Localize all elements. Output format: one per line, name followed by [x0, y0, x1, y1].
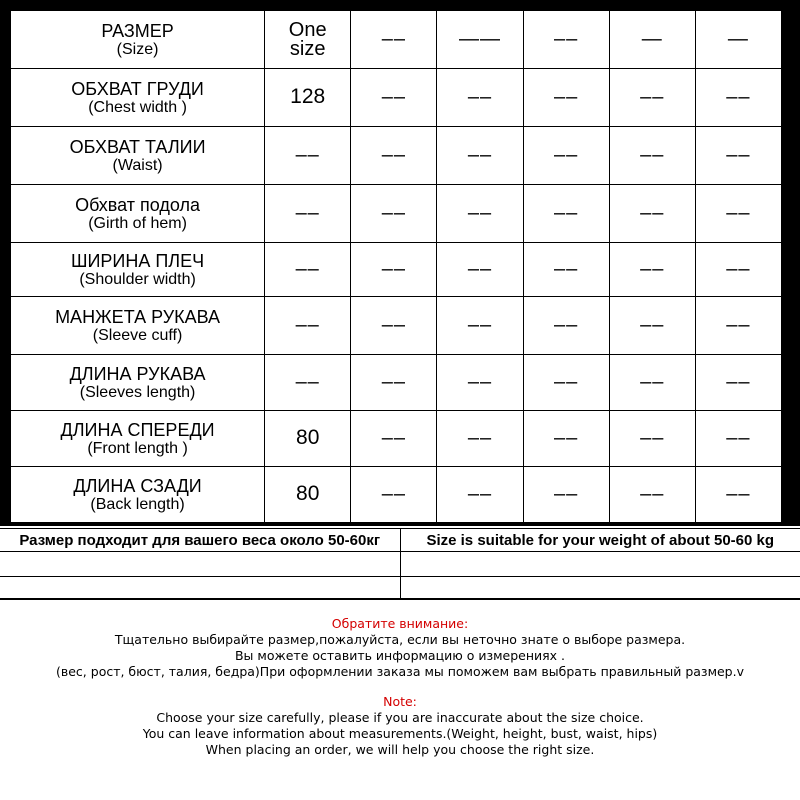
measurement-value-cell	[437, 185, 523, 243]
measurement-value: ––	[467, 371, 493, 393]
measurement-value-cell	[609, 355, 695, 411]
notice-title-ru: Обратите внимание:	[331, 616, 469, 631]
measurement-label-cell	[11, 411, 265, 467]
measurement-label-en: (Front length )	[87, 439, 188, 457]
measurement-value: ––	[726, 483, 751, 505]
size-table-row	[11, 467, 782, 523]
measurement-value: ––	[295, 144, 320, 166]
measurement-value-cell	[437, 467, 523, 523]
measurement-label-en: (Girth of hem)	[88, 214, 187, 232]
measurement-value: ––	[553, 483, 579, 505]
measurement-value: ––	[726, 427, 751, 449]
measurement-value: 80	[296, 482, 320, 505]
measurement-label-en: (Chest width )	[88, 98, 187, 116]
measurement-value: ––	[726, 86, 751, 108]
measurement-value: ––	[381, 314, 406, 336]
measurement-value-cell	[351, 69, 437, 127]
measurement-value: 128	[290, 85, 326, 108]
measurement-value-cell	[609, 467, 695, 523]
empty-cell	[0, 552, 400, 577]
notice-line-en: You can leave information about measurements.(Weight, height, bust, waist, hips)	[142, 726, 658, 741]
measurement-value: ––	[381, 86, 406, 108]
measurement-value-cell	[265, 297, 351, 355]
measurement-value-cell	[609, 297, 695, 355]
measurement-value-cell	[523, 11, 609, 69]
measurement-label-en: (Sleeve cuff)	[92, 326, 183, 344]
measurement-label-ru: МАНЖЕТА РУКАВА	[55, 306, 221, 327]
notice-line-en: Choose your size carefully, please if you are inaccurate about the size choice.	[156, 710, 644, 725]
notice-line-ru: Тщательно выбирайте размер,пожалуйста, если вы неточно знате о выборе размера.	[114, 632, 686, 647]
measurement-label-cell	[11, 127, 265, 185]
measurement-value-cell	[609, 185, 695, 243]
measurement-label-ru: ОБХВАТ ГРУДИ	[71, 78, 204, 99]
notice-line-ru: Вы можете оставить информацию о измерениях .	[234, 648, 566, 663]
measurement-value-cell	[695, 243, 781, 297]
measurement-value-cell	[437, 243, 523, 297]
measurement-value: —	[727, 28, 749, 50]
measurement-value-cell	[351, 11, 437, 69]
measurement-label-cell	[11, 297, 265, 355]
measurement-value: ––	[640, 314, 665, 336]
measurement-label-cell	[11, 185, 265, 243]
measurement-value: ––	[553, 427, 579, 449]
measurement-value-cell	[265, 411, 351, 467]
measurement-value-cell	[523, 69, 609, 127]
measurement-value: ––	[553, 86, 579, 108]
measurement-value-cell	[523, 355, 609, 411]
measurement-label-en: (Shoulder width)	[79, 270, 196, 288]
measurement-label-en: (Size)	[116, 40, 159, 58]
measurement-label-cell	[11, 243, 265, 297]
measurement-value-cell	[609, 411, 695, 467]
measurement-value: ––	[726, 371, 751, 393]
measurement-label-ru: ДЛИНА РУКАВА	[69, 363, 206, 384]
measurement-value-cell	[351, 185, 437, 243]
measurement-value: ––	[553, 258, 579, 280]
measurement-value-cell	[437, 355, 523, 411]
measurement-value-cell	[351, 411, 437, 467]
measurement-value-cell	[523, 411, 609, 467]
notice-title-en: Note:	[383, 694, 417, 709]
measurement-value-cell	[437, 127, 523, 185]
measurement-value: ––	[295, 258, 320, 280]
measurement-value: ––	[640, 86, 665, 108]
measurement-value-cell	[265, 127, 351, 185]
measurement-value: ––	[381, 427, 406, 449]
measurement-value: ––	[553, 202, 579, 224]
measurement-label-en: (Waist)	[112, 156, 163, 174]
empty-cell	[400, 552, 800, 577]
measurement-value: ––	[726, 314, 751, 336]
measurement-value: ––	[381, 258, 406, 280]
measurement-value: ––	[381, 144, 406, 166]
measurement-label-cell	[11, 11, 265, 69]
measurement-value: ––	[467, 314, 493, 336]
measurement-value-cell	[351, 127, 437, 185]
measurement-value: ––	[295, 202, 320, 224]
weight-note-table	[0, 528, 800, 600]
measurement-label-ru: Обхват подола	[75, 194, 201, 215]
measurement-value-cell	[265, 69, 351, 127]
measurement-value: One	[288, 18, 327, 41]
measurement-value: ––	[381, 371, 406, 393]
measurement-value-cell	[695, 467, 781, 523]
size-table-row	[11, 185, 782, 243]
measurement-label-cell	[11, 69, 265, 127]
measurement-value-cell	[265, 243, 351, 297]
weight-note-en: Size is suitable for your weight of about 50-60 kg	[400, 529, 800, 552]
measurement-value: ––	[381, 483, 406, 505]
measurement-label-ru: ШИРИНА ПЛЕЧ	[70, 250, 205, 271]
measurement-value: ––	[381, 28, 406, 50]
measurement-label-cell	[11, 467, 265, 523]
measurement-value-cell	[351, 297, 437, 355]
measurement-label-en: (Sleeves length)	[79, 383, 196, 401]
measurement-label-ru: ДЛИНА СЗАДИ	[73, 475, 202, 496]
measurement-label-ru: ДЛИНА СПЕРЕДИ	[60, 419, 215, 440]
measurement-value: ––	[726, 202, 751, 224]
measurement-value: ––	[553, 28, 579, 50]
measurement-value-cell	[523, 467, 609, 523]
measurement-value-cell	[351, 243, 437, 297]
measurement-value: ––	[640, 144, 665, 166]
size-table-row	[11, 127, 782, 185]
measurement-value-cell	[265, 467, 351, 523]
measurement-label-ru: РАЗМЕР	[101, 20, 174, 41]
measurement-value-cell	[351, 467, 437, 523]
notice-line-ru: (вес, рост, бюст, талия, бедра)При оформлении заказа мы поможем вам выбрать правильный размер.v	[56, 664, 744, 679]
size-table-row	[11, 243, 782, 297]
measurement-value-cell	[437, 11, 523, 69]
size-table-row	[11, 355, 782, 411]
measurement-value-cell	[609, 69, 695, 127]
measurement-value-cell	[609, 127, 695, 185]
measurement-value-cell	[523, 243, 609, 297]
measurement-value-cell	[523, 185, 609, 243]
measurement-value: ––	[467, 202, 493, 224]
measurement-label-ru: ОБХВАТ ТАЛИИ	[69, 136, 206, 157]
measurement-value-cell	[695, 11, 781, 69]
measurement-value: ––	[553, 371, 579, 393]
measurement-value: ––	[640, 371, 665, 393]
measurement-value-cell	[695, 127, 781, 185]
size-chart-table	[10, 10, 782, 523]
empty-cell	[0, 577, 400, 600]
measurement-value-cell	[265, 11, 351, 69]
measurement-value: ––	[467, 427, 493, 449]
measurement-value: ––	[640, 202, 665, 224]
measurement-label-cell	[11, 355, 265, 411]
measurement-value: size	[289, 37, 326, 60]
size-table-row	[11, 297, 782, 355]
measurement-value-cell	[265, 185, 351, 243]
empty-cell	[400, 577, 800, 600]
measurement-value: —	[641, 28, 663, 50]
measurement-value: ––	[553, 314, 579, 336]
measurement-value-cell	[609, 11, 695, 69]
measurement-value-cell	[437, 297, 523, 355]
measurement-value: ––	[467, 86, 493, 108]
measurement-value-cell	[695, 297, 781, 355]
size-table-row	[11, 411, 782, 467]
measurement-label-en: (Back length)	[90, 495, 185, 513]
notice-block	[0, 616, 800, 758]
measurement-value: ––	[640, 258, 665, 280]
measurement-value: ––	[467, 258, 493, 280]
measurement-value: ––	[467, 144, 493, 166]
measurement-value: ––	[381, 202, 406, 224]
measurement-value: ––	[553, 144, 579, 166]
measurement-value-cell	[609, 243, 695, 297]
measurement-value: ––	[467, 483, 493, 505]
measurement-value-cell	[695, 185, 781, 243]
measurement-value-cell	[695, 69, 781, 127]
weight-note-ru: Размер подходит для вашего веса около 50-60кг	[0, 529, 400, 552]
measurement-value-cell	[437, 69, 523, 127]
measurement-value: ––	[640, 427, 665, 449]
measurement-value: ––	[726, 258, 751, 280]
measurement-value-cell	[265, 355, 351, 411]
measurement-value: ––	[726, 144, 751, 166]
measurement-value-cell	[437, 411, 523, 467]
measurement-value-cell	[523, 297, 609, 355]
measurement-value-cell	[523, 127, 609, 185]
measurement-value-cell	[695, 355, 781, 411]
notice-line-en: When placing an order, we will help you choose the right size.	[205, 742, 595, 757]
size-table-row	[11, 11, 782, 69]
measurement-value: ——	[458, 28, 501, 50]
measurement-value: ––	[295, 314, 320, 336]
size-table-row	[11, 69, 782, 127]
measurement-value: 80	[296, 426, 320, 449]
measurement-value: ––	[640, 483, 665, 505]
measurement-value-cell	[351, 355, 437, 411]
measurement-value-cell	[695, 411, 781, 467]
measurement-value: ––	[295, 371, 320, 393]
divider	[0, 598, 800, 600]
